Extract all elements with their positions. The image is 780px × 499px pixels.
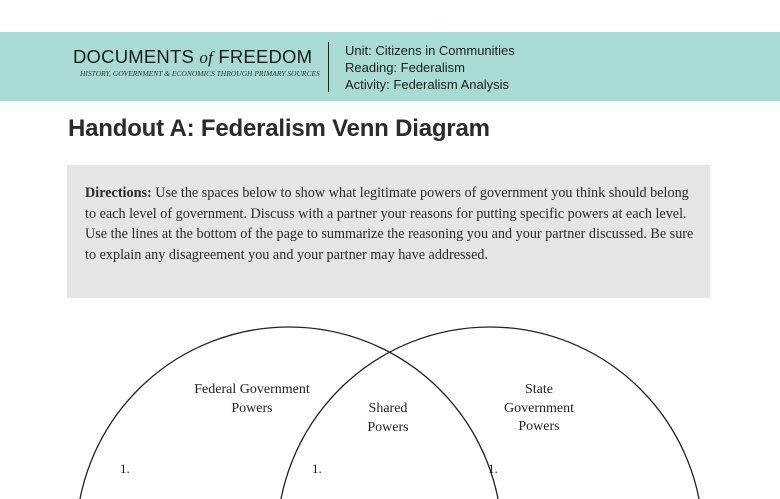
state-powers-label xyxy=(489,381,589,437)
activity-label: Activity: Federalism Analysis xyxy=(345,77,509,92)
state-label-line2: Government xyxy=(504,400,574,416)
brand-title-of: of xyxy=(199,48,213,67)
brand-title-end: FREEDOM xyxy=(218,46,313,67)
state-item-number: 1. xyxy=(488,461,498,476)
shared-label-line2: Powers xyxy=(367,419,409,435)
directions-body: Use the spaces below to show what legitimate powers of government you think should belong to each level of government. Discuss with a partner your reasons for putting specific powers at each level. Use the lines at the bottom of the page to summarize the reasoning you and your partner discussed. Be sure to explain any disagreement you and your partner may have addressed. xyxy=(85,185,694,263)
federal-label-line1: Federal Government xyxy=(194,382,310,397)
shared-powers-label xyxy=(348,400,428,437)
shared-label-line1: Shared xyxy=(368,401,408,416)
state-label-line1: State xyxy=(525,382,553,397)
brand-title-main: DOCUMENTS xyxy=(73,46,195,67)
federal-item-number: 1. xyxy=(120,461,130,476)
directions-label: Directions: xyxy=(85,185,152,201)
federal-label-line2: Powers xyxy=(231,400,273,416)
page-title: Handout A: Federalism Venn Diagram xyxy=(68,115,490,142)
reading-label: Reading: Federalism xyxy=(345,60,465,75)
state-label-line3: Powers xyxy=(518,419,560,434)
shared-item-number: 1. xyxy=(312,461,322,476)
brand-subtitle: HISTORY, GOVERNMENT & ECONOMICS THROUGH PRIMARY SOURCES xyxy=(80,69,320,78)
federal-powers-label xyxy=(182,381,322,418)
unit-label: Unit: Citizens in Communities xyxy=(345,43,515,58)
